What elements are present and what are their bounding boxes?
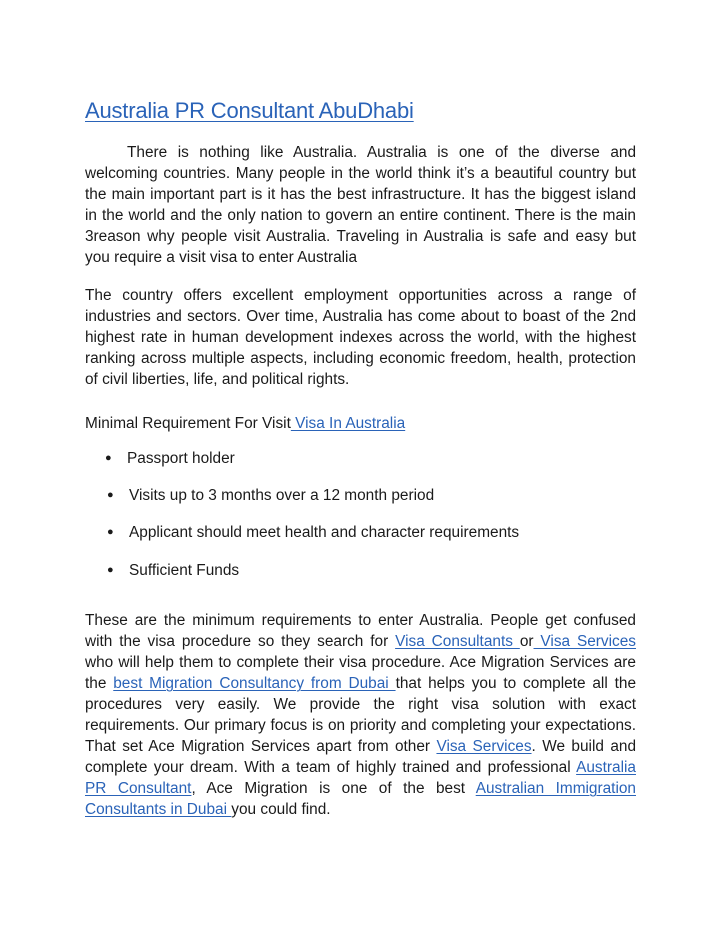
bullet-icon: ● — [107, 489, 114, 501]
bullet-icon: ● — [105, 452, 112, 464]
list-item-text: Sufficient Funds — [129, 562, 240, 579]
visa-services-link-2[interactable]: Visa Services — [436, 738, 532, 755]
list-item-text: Applicant should meet health and character requirements — [129, 524, 520, 541]
requirements-heading-text: Minimal Requirement For Visit — [85, 415, 291, 432]
services-text: you could find. — [231, 801, 331, 818]
bullet-icon: ● — [107, 526, 114, 538]
bullet-icon: ● — [107, 564, 114, 576]
list-item — [107, 522, 519, 543]
best-migration-consultancy-link[interactable]: best Migration Consultancy from Dubai — [113, 675, 396, 692]
services-text: that helps you to complete all the procedures very easily. We provide the right visa solution with exact requirements. Our primary focus is on priority and completing your expectations. That set Ace Migration Services apart from other — [85, 675, 636, 755]
intro-paragraph: There is nothing like Australia. Australia is one of the diverse and welcoming countries. Many people in the world think it’s a beautiful country but the main important part is it has the best infrastructure. It has the biggest island in the world and the only nation to govern an entire continent. There is the main 3reason why people visit Australia. Traveling in Australia is safe and easy but you require a visit visa to enter Australia — [85, 144, 636, 266]
services-text: These are the minimum requirements to enter Australia. People get confused with the visa procedure so they search for — [85, 612, 636, 650]
services-text: , Ace Migration is one of the best — [191, 780, 476, 797]
requirements-heading — [85, 413, 405, 434]
services-text: . We build and complete your dream. With a team of highly trained and professional — [85, 738, 637, 776]
australian-immigration-consultants-link[interactable]: Australian Immigration Consultants in Dubai — [85, 780, 636, 818]
services-text: who will help them to complete their visa procedure. Ace Migration Services are the — [85, 654, 636, 692]
list-item — [107, 485, 434, 506]
visa-in-australia-link[interactable]: Visa In Australia — [290, 415, 406, 432]
employment-paragraph: The country offers excellent employment opportunities across a range of industries and sectors. Over time, Australia has come about to boast of the 2nd highest rate in human development indexes across the world, with the highest ranking across multiple aspects, including economic freedom, health, protection of civil liberties, life, and political rights. — [85, 287, 636, 388]
list-item — [105, 448, 235, 469]
services-text: or — [519, 633, 534, 650]
visa-services-link[interactable]: Visa Services — [533, 633, 636, 650]
list-item-text: Passport holder — [127, 450, 235, 467]
visa-consultants-link[interactable]: Visa Consultants — [395, 633, 520, 650]
services-paragraph — [85, 610, 636, 820]
list-item — [107, 560, 239, 581]
australia-pr-consultant-link[interactable]: Australia PR Consultant — [85, 759, 636, 797]
page-title[interactable]: Australia PR Consultant AbuDhabi — [85, 98, 414, 123]
list-item-text: Visits up to 3 months over a 12 month period — [129, 487, 435, 504]
